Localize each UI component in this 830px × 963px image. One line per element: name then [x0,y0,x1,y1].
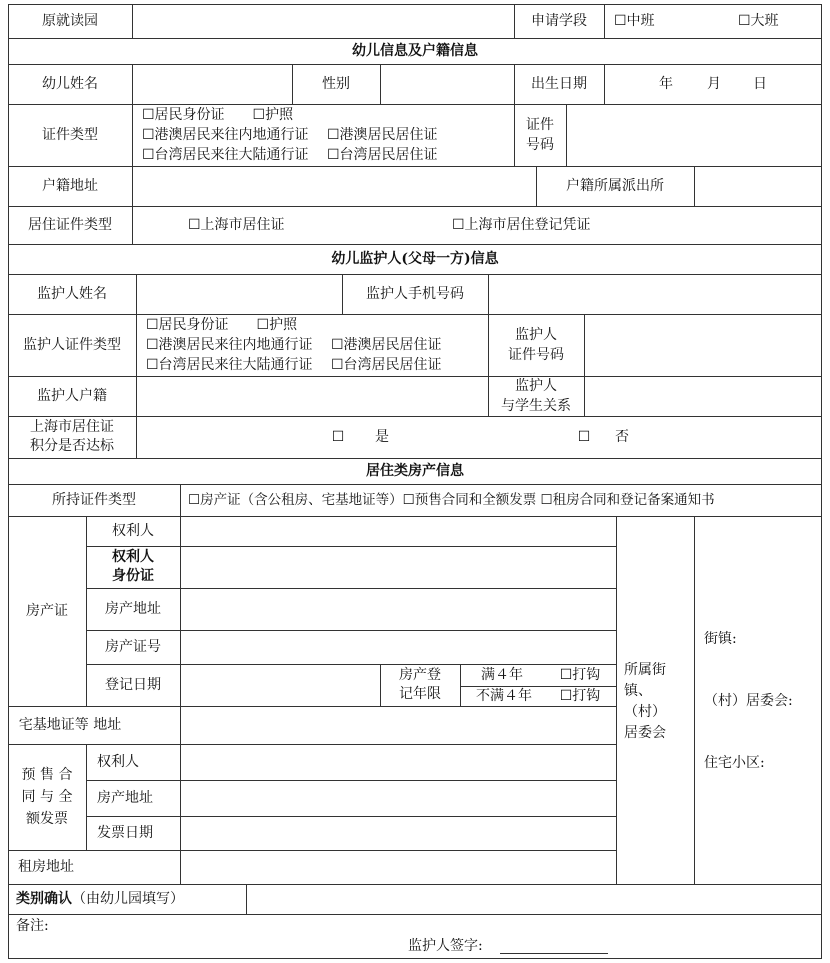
guardian-id-type-label: 监护人证件类型 [23,337,121,353]
presale-label-1: 预 售 合 [21,767,73,783]
guardian-relation-field[interactable] [585,376,821,416]
grid-line [180,484,181,516]
deed-owner-field[interactable] [181,516,616,546]
police-station-field[interactable] [695,166,821,206]
guardian-id-type-options[interactable] [146,314,486,376]
shanghai-residence-permit-option[interactable]: ☐上海市居住证 [188,217,285,233]
category-confirm-label [16,884,244,914]
grid-line [136,416,137,458]
guardian-id-line-2[interactable]: ☐港澳居民来往内地通行证 ☐港澳居民居住证 [146,337,442,353]
grid-line [132,206,133,244]
prev-kindergarten-field[interactable] [133,4,514,38]
child-name-field[interactable] [133,64,292,104]
residence-permit-label: 居住证件类型 [28,217,112,233]
deed-reg-date-field[interactable] [181,664,380,706]
signature-line[interactable] [500,953,608,954]
deed-reg-years-label-2: 记年限 [399,686,441,702]
guardian-id-line-3[interactable]: ☐台湾居民来往大陆通行证 ☐台湾居民居住证 [146,357,442,373]
guardian-id-number-label-2: 证件号码 [508,347,564,363]
points-qualified-label-2: 积分是否达标 [30,438,114,454]
apply-stage-label: 申请学段 [531,13,587,29]
presale-address-label: 房产地址 [97,790,153,806]
points-yes-label: 是 [375,429,389,445]
guardian-name-label: 监护人姓名 [37,286,107,302]
grid-line [8,914,822,915]
grid-line [132,104,133,166]
grid-line [604,4,605,38]
guardian-relation-label-1: 监护人 [515,378,557,394]
category-confirm-field[interactable] [247,884,821,914]
guardian-name-field[interactable] [137,274,342,314]
points-qualified-label-1: 上海市居住证 [30,419,114,435]
presale-contract-label [8,744,86,850]
deed-reg-date-label: 登记日期 [105,677,161,693]
deed-owner-label: 权利人 [112,523,154,539]
deed-owner-id-label-1: 权利人 [112,549,154,565]
grid-line [604,64,605,104]
invoice-date-label: 发票日期 [97,825,153,841]
deed-address-field[interactable] [181,588,616,630]
id-type-line-2[interactable]: ☐港澳居民来往内地通行证 ☐港澳居民居住证 [142,127,438,143]
birth-date-label: 出生日期 [531,76,587,92]
id-type-line-1[interactable]: ☐居民身份证 ☐护照 [142,107,294,123]
id-number-label-1: 证件 [526,117,554,133]
deed-reg-years-label [380,664,460,706]
police-station-label: 户籍所属派出所 [566,178,664,194]
id-type-label: 证件类型 [42,127,98,143]
grid-line [8,958,822,959]
id-number-label-2: 号码 [526,137,554,153]
guardian-relation-label-2: 与学生关系 [501,398,571,414]
presale-owner-label: 权利人 [97,754,139,770]
guardian-phone-label: 监护人手机号码 [366,286,464,302]
residential-community-field[interactable]: 住宅小区: [704,755,765,771]
category-confirm-note: （由幼儿园填写） [72,891,184,907]
guardian-id-number-label [488,314,584,376]
middle-class-option[interactable]: ☐中班 [614,13,655,29]
points-no-checkbox[interactable]: ☐ [577,429,591,445]
id-number-label [514,104,566,166]
presale-address-field[interactable] [181,780,616,816]
grid-line [694,516,695,884]
id-type-line-3[interactable]: ☐台湾居民来往大陆通行证 ☐台湾居民居住证 [142,147,438,163]
guardian-household-label: 监护人户籍 [37,388,107,404]
id-type-options[interactable] [142,104,510,166]
deed-number-label: 房产证号 [105,639,161,655]
senior-class-option[interactable]: ☐大班 [738,13,779,29]
invoice-date-field[interactable] [181,816,616,850]
shanghai-registration-option[interactable]: ☐上海市居住登记凭证 [452,217,591,233]
guardian-relation-label [488,376,584,416]
presale-label-3: 额发票 [26,811,68,827]
presale-label-2: 同 与 全 [21,789,73,805]
birth-day: 日 [753,76,767,92]
street-committee-label [624,660,688,744]
property-deed-label: 房产证 [26,603,68,619]
birth-year: 年 [659,76,673,92]
guardian-id-number-field[interactable] [585,314,821,376]
deed-owner-id-field[interactable] [181,546,616,588]
household-address-field[interactable] [133,166,536,206]
category-confirm-bold: 类别确认 [16,891,72,907]
gender-field[interactable] [381,64,514,104]
deed-address-label: 房产地址 [105,601,161,617]
guardian-signature-label: 监护人签字: [408,938,483,954]
guardian-id-number-label-1: 监护人 [515,327,557,343]
household-address-label: 户籍地址 [42,178,98,194]
street-label-4: 居委会 [624,725,666,741]
remarks-label: 备注: [16,918,49,934]
rental-address-field[interactable] [181,850,616,884]
homestead-address-field[interactable] [181,706,616,744]
prev-kindergarten-label: 原就读园 [42,13,98,29]
birth-month: 月 [707,76,721,92]
child-name-label: 幼儿姓名 [42,76,98,92]
guardian-id-line-1[interactable]: ☐居民身份证 ☐护照 [146,317,298,333]
full-four-years-tick[interactable]: ☐打钩 [559,667,601,683]
deed-owner-id-label [86,546,180,588]
less-four-years-label: 不满４年 [476,688,532,704]
housing-doc-type-options[interactable]: ☐房产证（含公租房、宅基地证等）☐预售合同和全额发票 ☐租房合同和登记备案通知书 [188,492,715,508]
street-label-3: （村） [624,704,666,720]
homestead-address-label: 宅基地证等 地址 [18,717,122,733]
section-housing-info: 居住类房产信息 [366,463,464,479]
housing-doc-type-label: 所持证件类型 [52,492,136,508]
full-four-years-label: 满４年 [481,667,523,683]
guardian-phone-field[interactable] [489,274,821,314]
village-committee-field[interactable]: （村）居委会: [704,693,793,709]
grid-line [616,516,617,884]
less-four-years-tick[interactable]: ☐打钩 [559,688,601,704]
street-label-1: 所属街 [624,662,666,678]
gender-label: 性别 [322,76,350,92]
points-no-label: 否 [615,429,629,445]
guardian-household-field[interactable] [137,376,488,416]
section-guardian-info: 幼儿监护人(父母一方)信息 [331,251,499,267]
rental-address-label: 租房地址 [18,859,74,875]
presale-owner-field[interactable] [181,744,616,780]
id-number-field[interactable] [567,104,821,166]
town-field[interactable]: 街镇: [704,631,737,647]
points-yes-checkbox[interactable]: ☐ [331,429,345,445]
section-child-info: 幼儿信息及户籍信息 [352,43,478,59]
deed-reg-years-label-1: 房产登 [399,667,441,683]
deed-owner-id-label-2: 身份证 [112,568,154,584]
street-label-2: 镇、 [624,683,652,699]
deed-number-field[interactable] [181,630,616,664]
points-qualified-label [8,416,136,458]
